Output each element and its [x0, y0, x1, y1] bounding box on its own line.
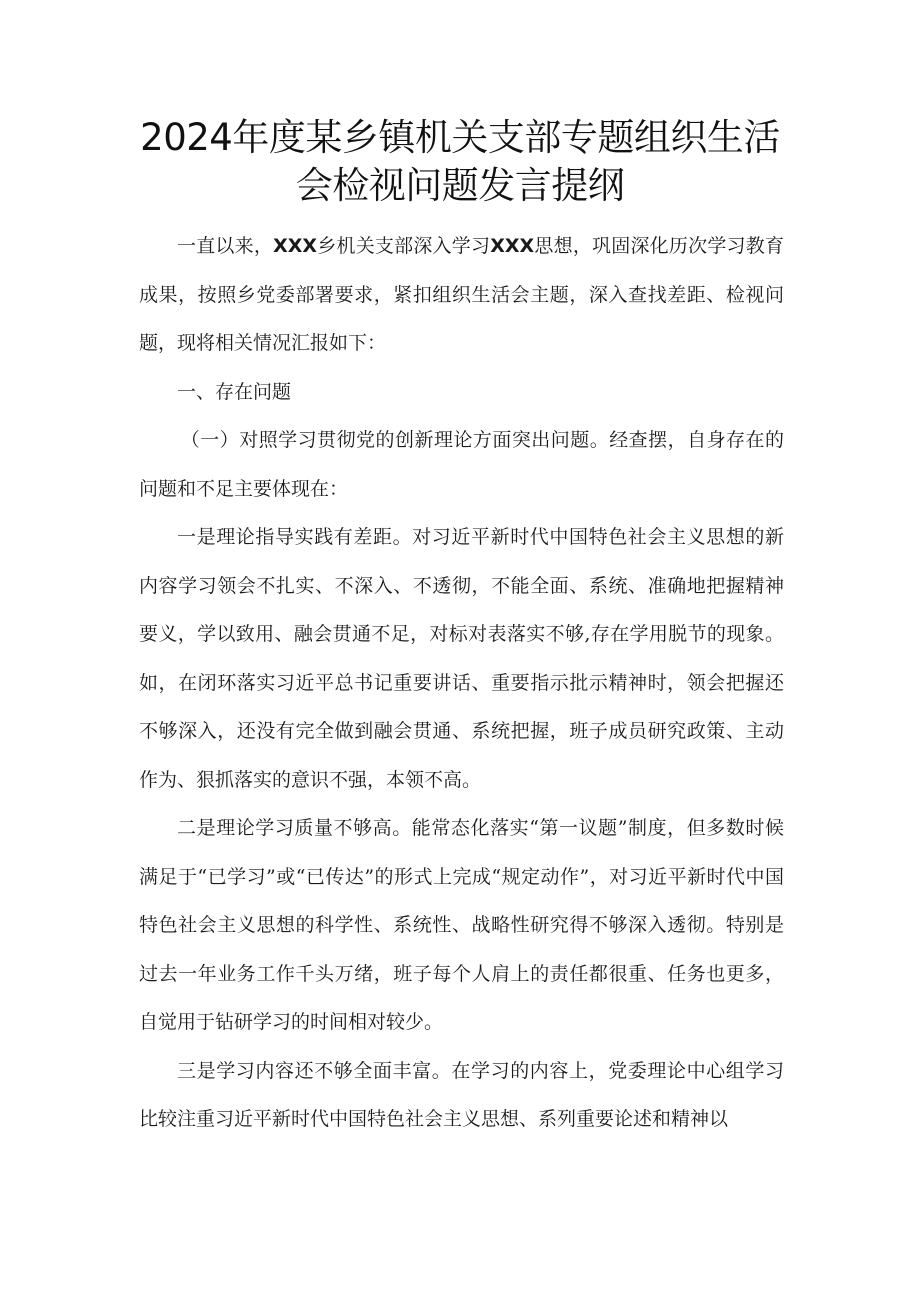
body-paragraph-2: 二是理论学习质量不够高。能常态化落实“第一议题”制度，但多数时候满足于“已学习”或“已传达”的形式上完成“规定动作”，对习近平新时代中国特色社会主义思想的科学性、系统性、战略性研究得不够深入透彻。特别是过去一年业务工作千头万绪，班子每个人肩上的责任都很重、任务也更多，自觉用于钻研学习的时间相对较少。 — [139, 817, 784, 1033]
document-title-line-1: 2024年度某乡镇机关支部专题组织生活 — [140, 116, 780, 159]
intro-text-3: 思想，巩固深化历次学习教育成果，按照乡党委部署要求，紧扣组织生活会主题，深入查找差距、检视问题，现将相关情况汇报如下： — [139, 235, 784, 354]
intro-text-2: 乡机关支部深入学习 — [317, 235, 491, 257]
document-title-line-2: 会检视问题发言提纲 — [295, 164, 625, 207]
intro-text-1: 一直以来， — [177, 235, 274, 257]
intro-placeholder-1: XXX — [273, 235, 318, 257]
intro-paragraph — [139, 222, 784, 368]
body-paragraph-1: 一是理论指导实践有差距。对习近平新时代中国特色社会主义思想的新内容学习领会不扎实、不深入、不透彻，不能全面、系统、准确地把握精神要义，学以致用、融会贯通不足，对标对表落实不够,存在学用脱节的现象。如，在闭环落实习近平总书记重要讲话、重要指示批示精神时，领会把握还不够深入，还没有完全做到融会贯通、系统把握，班子成员研究政策、主动作为、狠抓落实的意识不强，本领不高。 — [139, 526, 784, 791]
subsection-heading-1: （一）对照学习贯彻党的创新理论方面突出问题。经查摆，自身存在的问题和不足主要体现在： — [139, 429, 784, 500]
intro-placeholder-2: XXX — [490, 235, 535, 257]
document-body — [139, 222, 784, 1144]
body-paragraph-3: 三是学习内容还不够全面丰富。在学习的内容上，党委理论中心组学习比较注重习近平新时代中国特色社会主义思想、系列重要论述和精神以 — [139, 1059, 784, 1130]
section-heading-problems: 一、存在问题 — [177, 380, 292, 403]
